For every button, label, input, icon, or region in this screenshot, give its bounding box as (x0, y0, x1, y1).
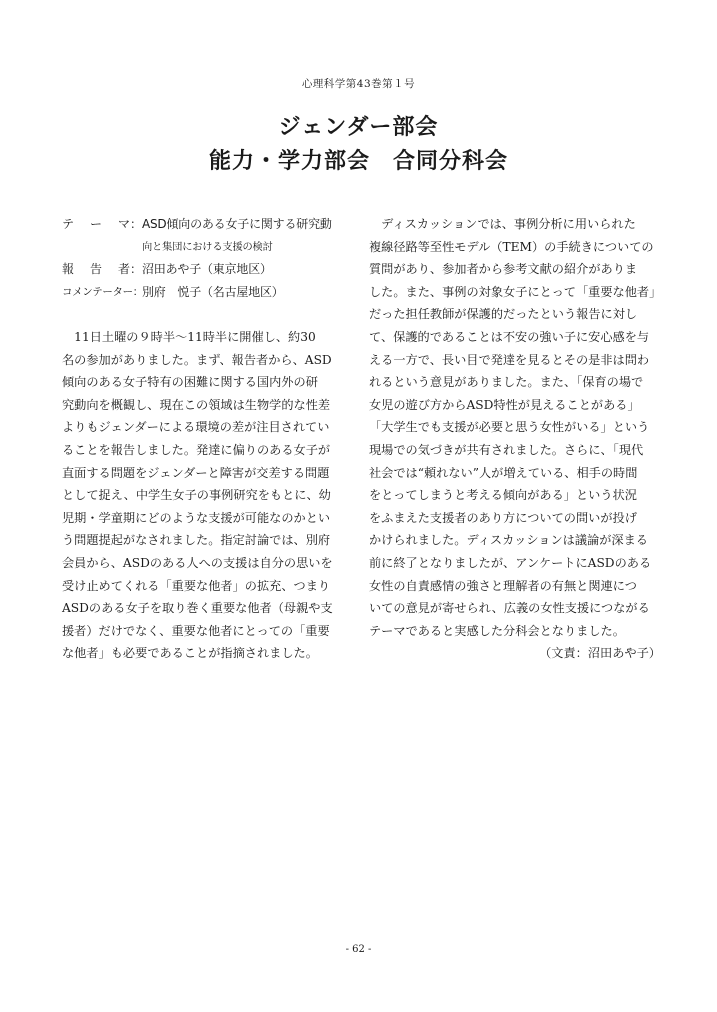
body-line: 質問があり、参加者から参考文献の紹介がありま (369, 262, 638, 277)
body-line: 傾向のある女子特有の困難に関する国内外の研 (62, 375, 318, 390)
commentator-row (62, 281, 354, 304)
signature: （文責：沼田あや子） (539, 646, 661, 661)
body-line: 女児の遊び方からASD特性が見えることがある」 (369, 397, 640, 412)
body-line: 前に終了となりましたが、アンケートにASDのある (369, 555, 652, 570)
body-line: 社会では“頼れない”人が増えている、相手の時間 (369, 465, 638, 480)
reporter-row (62, 258, 354, 281)
theme-label: テ ー マ： (62, 217, 142, 231)
body-line: 名の参加がありました。まず、報告者から、ASD (62, 352, 332, 367)
journal-header: 心理科学第43巻第１号 (301, 78, 416, 90)
body-line: 現場での気づきが共有されました。さらに、「現代 (369, 442, 644, 457)
body-line: した。また、事例の対象女子にとって「重要な他者」 (369, 284, 662, 299)
theme-value-cont: 向と集団における支援の検討 (142, 240, 273, 253)
reporter-label: 報 告 者： (62, 262, 142, 277)
theme-value: ASD傾向のある女子に関する研究動 (142, 217, 332, 231)
body-line: テーマであると実感した分科会となりました。 (369, 623, 625, 638)
left-column (62, 213, 354, 665)
body-line: ディスカッションでは、事例分析に用いられた (369, 217, 636, 231)
title-line-2: 能力・学力部会 合同分科会 (208, 148, 508, 174)
right-column (369, 213, 661, 665)
body-line: 会員から、ASDのある人への支援は自分の思いを (62, 555, 333, 570)
body-line: 「大学生でも支援が必要と思う女性がいる」という (369, 420, 650, 435)
page-number: - 62 - (345, 944, 372, 955)
body-line: だった担任教師が保護的だったという報告に対し (369, 307, 638, 322)
body-line: な他者」も必要であることが指摘されました。 (62, 646, 318, 661)
body-line: 援者）だけでなく、重要な他者にとっての「重要 (62, 623, 330, 638)
body-line: をとってしまうと考える傾向がある」という状況 (369, 488, 637, 503)
body-line: ることを報告しました。発達に偏りのある女子が (62, 442, 331, 457)
body-line: いての意見が寄せられ、広義の女性支援につながる (369, 601, 650, 616)
body-line: として捉え、中学生女子の事例研究をもとに、幼 (62, 488, 331, 503)
body-line: える一方で、長い目で発達を見るとその是非は問わ (369, 352, 650, 367)
right-body (369, 213, 661, 642)
body-line: ASDのある女子を取り巻く重要な他者（母親や支 (62, 601, 333, 616)
reporter-value: 沼田あや子（東京地区） (142, 262, 272, 277)
body-line: 女性の自責感情の強さと理解者の有無と関連につ (369, 578, 637, 593)
body-line: かけられました。ディスカッションは議論が深まる (369, 533, 648, 548)
body-line: て、保護的であることは不安の強い子に安心感を与 (369, 329, 650, 344)
title-line-1: ジェンダー部会 (278, 114, 439, 140)
commentator-value: 別府 悦子（名古屋地区） (142, 284, 284, 299)
body-line: 究動向を概観し、現在この領域は生物学的な性差 (62, 397, 331, 412)
commentator-label: コメンテーター： (62, 285, 143, 298)
body-line: をふまえた支援者のあり方についての問いが投げ (369, 510, 637, 525)
theme-row-cont (62, 236, 354, 259)
body-line: 11日土曜の９時半～11時半に開催し、約30 (62, 329, 316, 344)
body-line: 直面する問題をジェンダーと障害が交差する問題 (62, 465, 330, 480)
body-line: 受け止めてくれる「重要な他者」の拡充、つまり (62, 578, 331, 593)
body-line: れるという意見がありました。また、「保育の場で (369, 375, 644, 390)
body-line: よりもジェンダーによる環境の差が注目されてい (62, 420, 330, 435)
body-line: 複線径路等至性モデル（TEM）の手続きについての (369, 239, 654, 254)
body-line: う問題提起がなされました。指定討論では、別府 (62, 533, 331, 548)
theme-row (62, 213, 354, 236)
left-body (62, 326, 354, 665)
body-line: 児期・学童期にどのような支援が可能なのかとい (62, 510, 331, 525)
spacer (62, 303, 354, 326)
